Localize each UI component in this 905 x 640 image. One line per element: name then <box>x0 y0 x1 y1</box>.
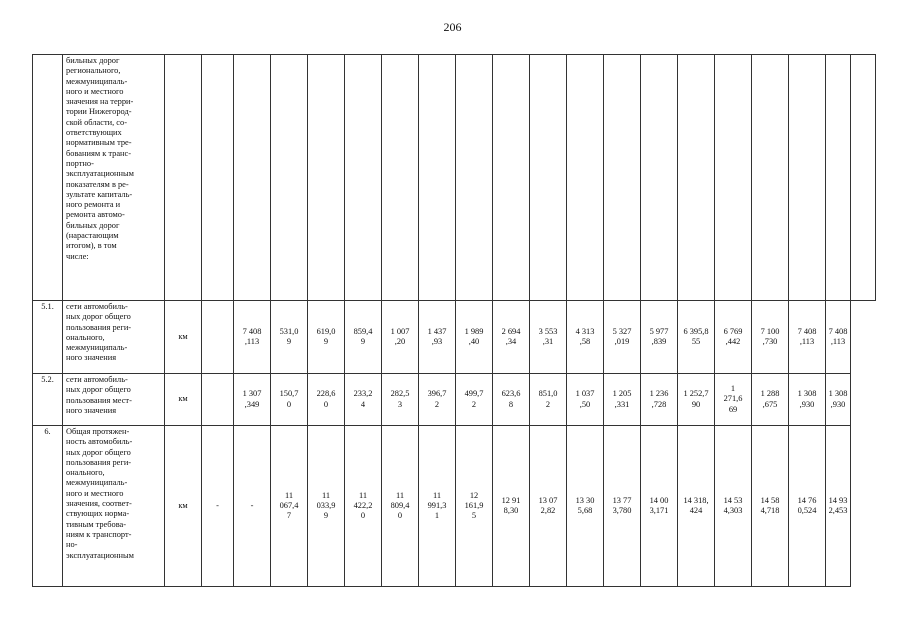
indicator-name-cell: сети автомобиль- ных дорог общего пользования реги- онального, межмуниципаль- ного значения <box>63 301 165 374</box>
table-row <box>33 55 876 301</box>
value-cell <box>826 55 851 301</box>
value-cell <box>345 55 382 301</box>
value-cell: 1 437 ,93 <box>419 301 456 374</box>
value-cell: 1 308 ,930 <box>789 374 826 426</box>
value-cell: 1 037 ,50 <box>567 374 604 426</box>
indicator-name-cell: Общая протяжен- ность автомобиль- ных дорог общего пользования реги- онального, межмуниципаль- ного и местного значения, соответ- ствующих норма- тивным требова- ниям к транспорт- но- эксплуатационным <box>63 426 165 587</box>
value-cell: 3 553 ,31 <box>530 301 567 374</box>
row-number-cell: 5.2. <box>33 374 63 426</box>
value-cell: 623,6 8 <box>493 374 530 426</box>
value-cell <box>419 55 456 301</box>
value-cell: 7 408 ,113 <box>234 301 271 374</box>
value-cell: 1 288 ,675 <box>752 374 789 426</box>
value-cell: 14 318, 424 <box>678 426 715 587</box>
value-cell <box>493 55 530 301</box>
value-cell: 6 395,8 55 <box>678 301 715 374</box>
value-cell: 1 271,6 69 <box>715 374 752 426</box>
page-number: 206 <box>443 20 462 34</box>
value-cell: 4 313 ,58 <box>567 301 604 374</box>
value-cell <box>678 55 715 301</box>
value-cell: 12 161,9 5 <box>456 426 493 587</box>
unit-cell: км <box>165 374 202 426</box>
value-cell: 12 91 8,30 <box>493 426 530 587</box>
value-cell: 499,7 2 <box>456 374 493 426</box>
value-cell <box>641 55 678 301</box>
value-cell: 1 205 ,331 <box>604 374 641 426</box>
row-number-cell: 5.1. <box>33 301 63 374</box>
unit-cell <box>165 55 202 301</box>
value-cell: 2 694 ,34 <box>493 301 530 374</box>
value-cell: 1 236 ,728 <box>641 374 678 426</box>
value-cell: 1 307 ,349 <box>234 374 271 426</box>
value-cell: 859,4 9 <box>345 301 382 374</box>
value-cell: 11 067,4 7 <box>271 426 308 587</box>
indicator-name-cell: сети автомобиль- ных дорог общего пользования мест- ного значения <box>63 374 165 426</box>
row-number-cell <box>33 55 63 301</box>
value-cell: 7 100 ,730 <box>752 301 789 374</box>
value-cell: 14 76 0,524 <box>789 426 826 587</box>
value-cell: 396,7 2 <box>419 374 456 426</box>
value-cell <box>234 55 271 301</box>
value-cell <box>567 55 604 301</box>
value-cell: 7 408 ,113 <box>826 301 851 374</box>
value-cell <box>202 374 234 426</box>
value-cell: 14 00 3,171 <box>641 426 678 587</box>
value-cell: 851,0 2 <box>530 374 567 426</box>
value-cell: 13 07 2,82 <box>530 426 567 587</box>
value-cell: 14 93 2,453 <box>826 426 851 587</box>
value-cell: 11 809,4 0 <box>382 426 419 587</box>
value-cell <box>530 55 567 301</box>
value-cell: 5 327 ,019 <box>604 301 641 374</box>
value-cell: 13 77 3,780 <box>604 426 641 587</box>
value-cell <box>202 301 234 374</box>
value-cell <box>604 55 641 301</box>
unit-cell: км <box>165 301 202 374</box>
value-cell: 619,0 9 <box>308 301 345 374</box>
value-cell <box>456 55 493 301</box>
value-cell: 1 308 ,930 <box>826 374 851 426</box>
row-number-cell: 6. <box>33 426 63 587</box>
data-table <box>32 54 876 587</box>
value-cell <box>308 55 345 301</box>
value-cell <box>851 55 876 301</box>
value-cell: 13 30 5,68 <box>567 426 604 587</box>
value-cell <box>271 55 308 301</box>
value-cell <box>382 55 419 301</box>
value-cell: 11 991,3 1 <box>419 426 456 587</box>
table-row <box>33 426 876 587</box>
value-cell: 5 977 ,839 <box>641 301 678 374</box>
value-cell: 1 252,7 90 <box>678 374 715 426</box>
value-cell: 6 769 ,442 <box>715 301 752 374</box>
value-cell: 1 989 ,40 <box>456 301 493 374</box>
table-row <box>33 374 876 426</box>
value-cell: 228,6 0 <box>308 374 345 426</box>
value-cell <box>752 55 789 301</box>
value-cell <box>789 55 826 301</box>
value-cell <box>202 55 234 301</box>
value-cell: - <box>202 426 234 587</box>
value-cell <box>715 55 752 301</box>
value-cell: 11 033,9 9 <box>308 426 345 587</box>
value-cell: 282,5 3 <box>382 374 419 426</box>
value-cell: 11 422,2 0 <box>345 426 382 587</box>
table-row <box>33 301 876 374</box>
value-cell: 7 408 ,113 <box>789 301 826 374</box>
value-cell: 14 53 4,303 <box>715 426 752 587</box>
value-cell: 1 007 ,20 <box>382 301 419 374</box>
value-cell: - <box>234 426 271 587</box>
indicator-name-cell: бильных дорог регионального, межмуниципаль- ного и местного значения на терри- тории Нижегород- ской области, со- ответствующих нормативным тре- бованиям к транс- портно- эксплуатационным показателям в ре- зультате капиталь- ного ремонта и ремонта автомо- бильных дорог (нарастающим итогом), в том числе: <box>63 55 165 301</box>
value-cell: 531,0 9 <box>271 301 308 374</box>
unit-cell: км <box>165 426 202 587</box>
value-cell: 14 58 4,718 <box>752 426 789 587</box>
value-cell: 150,7 0 <box>271 374 308 426</box>
value-cell: 233,2 4 <box>345 374 382 426</box>
